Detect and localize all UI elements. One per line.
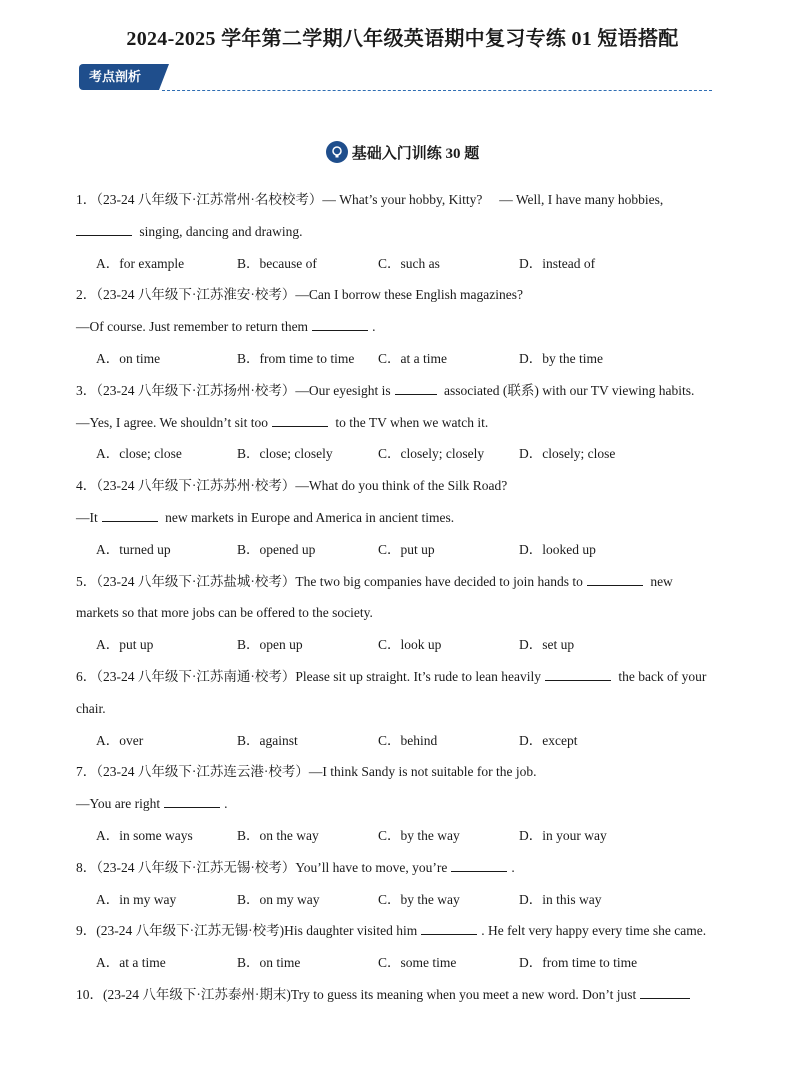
option-b[interactable]: B．from time to time: [237, 350, 355, 366]
options-row: [76, 947, 736, 979]
option-d[interactable]: D．closely; close: [519, 446, 616, 462]
option-d[interactable]: D．except: [519, 732, 578, 748]
option-c[interactable]: C．closely; closely: [378, 446, 485, 462]
question-stem: 4．（23-24 八年级下·江苏苏州·校考）—What do you think of the Silk Road?: [76, 478, 508, 494]
option-b[interactable]: B．open up: [237, 637, 303, 653]
answer-blank[interactable]: [587, 584, 643, 586]
option-a[interactable]: A．on time: [96, 350, 161, 366]
option-b[interactable]: B．on my way: [237, 891, 320, 907]
option-d[interactable]: D．in this way: [519, 891, 602, 907]
option-c[interactable]: C．look up: [378, 637, 442, 653]
option-d[interactable]: D．looked up: [519, 541, 596, 557]
answer-blank[interactable]: [451, 870, 507, 872]
answer-blank[interactable]: [102, 520, 158, 522]
question-stem-line2: —You are right .: [76, 796, 228, 812]
section-tag-notch: [159, 64, 169, 90]
option-b[interactable]: B．on the way: [237, 827, 319, 843]
question-stem-line2: —It new markets in Europe and America in ancient times.: [76, 509, 455, 525]
option-c[interactable]: C．some time: [378, 955, 457, 971]
answer-blank[interactable]: [164, 806, 220, 808]
question-stem-line2: chair.: [76, 700, 106, 716]
question-stem-line2: singing, dancing and drawing.: [76, 216, 736, 248]
option-b[interactable]: B．close; closely: [237, 446, 333, 462]
question-stem: 8．（23-24 八年级下·江苏无锡·校考）You’ll have to move, you’re .: [76, 859, 515, 875]
question-stem: 9．(23-24 八年级下·江苏无锡·校考)His daughter visited him . He felt very happy every time she came.: [76, 923, 707, 939]
option-b[interactable]: B．on time: [237, 955, 301, 971]
answer-blank[interactable]: [272, 425, 328, 427]
question-stem: 7．（23-24 八年级下·江苏连云港·校考）—I think Sandy is not suitable for the job.: [76, 764, 537, 780]
option-d[interactable]: D．instead of: [519, 255, 596, 271]
options-row: [76, 629, 736, 661]
option-a[interactable]: A．for example: [96, 255, 185, 271]
question-stem: 10．(23-24 八年级下·江苏泰州·期末)Try to guess its meaning when you meet a new word. Don’t just: [76, 979, 736, 1011]
question-stem: 6．（23-24 八年级下·江苏南通·校考）Please sit up straight. It’s rude to lean heavily the back of your: [76, 668, 707, 684]
option-d[interactable]: D．in your way: [519, 827, 607, 843]
option-c[interactable]: C．by the way: [378, 827, 460, 843]
option-c[interactable]: C．by the way: [378, 891, 460, 907]
question-stem-line2: —Of course. Just remember to return them .: [76, 319, 376, 335]
options-row: [76, 534, 736, 566]
option-c[interactable]: C．at a time: [378, 350, 447, 366]
answer-blank[interactable]: [421, 933, 477, 935]
option-b[interactable]: B．because of: [237, 255, 317, 271]
question-stem: 1．（23-24 八年级下·江苏常州·名校校考）— What’s your hobby, Kitty? — Well, I have many hobbies,: [76, 192, 664, 207]
options-row: [76, 248, 736, 280]
option-a[interactable]: A．at a time: [96, 955, 166, 971]
option-b[interactable]: B．against: [237, 732, 298, 748]
section-title: 基础入门训练 30 题: [351, 145, 480, 162]
answer-blank[interactable]: [76, 234, 132, 236]
options-row: [76, 438, 736, 470]
option-b[interactable]: B．opened up: [237, 541, 316, 557]
option-a[interactable]: A．put up: [96, 637, 154, 653]
answer-blank[interactable]: [640, 997, 690, 999]
option-a[interactable]: A．close; close: [96, 446, 182, 462]
option-a[interactable]: A．in some ways: [96, 827, 193, 843]
section-heading: [0, 141, 805, 163]
option-a[interactable]: A．turned up: [96, 541, 171, 557]
option-d[interactable]: D．by the time: [519, 350, 603, 366]
question-stem-line2: —Yes, I agree. We shouldn’t sit too to the TV when we watch it.: [76, 414, 489, 430]
question-stem-line2: markets so that more jobs can be offered to the society.: [76, 605, 373, 621]
question-stem: 2．（23-24 八年级下·江苏淮安·校考）—Can I borrow these English magazines?: [76, 287, 523, 303]
page-title: 2024-2025 学年第二学期八年级英语期中复习专练 01 短语搭配: [126, 28, 679, 50]
options-row: [76, 820, 736, 852]
option-c[interactable]: C．behind: [378, 732, 438, 748]
answer-blank[interactable]: [312, 329, 368, 331]
section-tag: 考点剖析: [79, 64, 159, 90]
option-c[interactable]: C．such as: [378, 255, 440, 271]
answer-blank[interactable]: [545, 679, 611, 681]
question-stem: 5．（23-24 八年级下·江苏盐城·校考）The two big companies have decided to join hands to new: [76, 573, 673, 589]
options-row: [76, 725, 736, 757]
option-d[interactable]: D．from time to time: [519, 955, 638, 971]
options-row: [76, 343, 736, 375]
option-c[interactable]: C．put up: [378, 541, 435, 557]
options-row: [76, 884, 736, 916]
dashed-divider: [162, 90, 712, 91]
question-list: [76, 184, 736, 1011]
option-a[interactable]: A．over: [96, 732, 144, 748]
option-d[interactable]: D．set up: [519, 637, 575, 653]
option-a[interactable]: A．in my way: [96, 891, 177, 907]
answer-blank[interactable]: [395, 393, 437, 395]
bulb-icon: [326, 141, 348, 163]
question-stem: 3．（23-24 八年级下·江苏扬州·校考）—Our eyesight is associated (联系) with our TV viewing habits.: [76, 382, 695, 398]
